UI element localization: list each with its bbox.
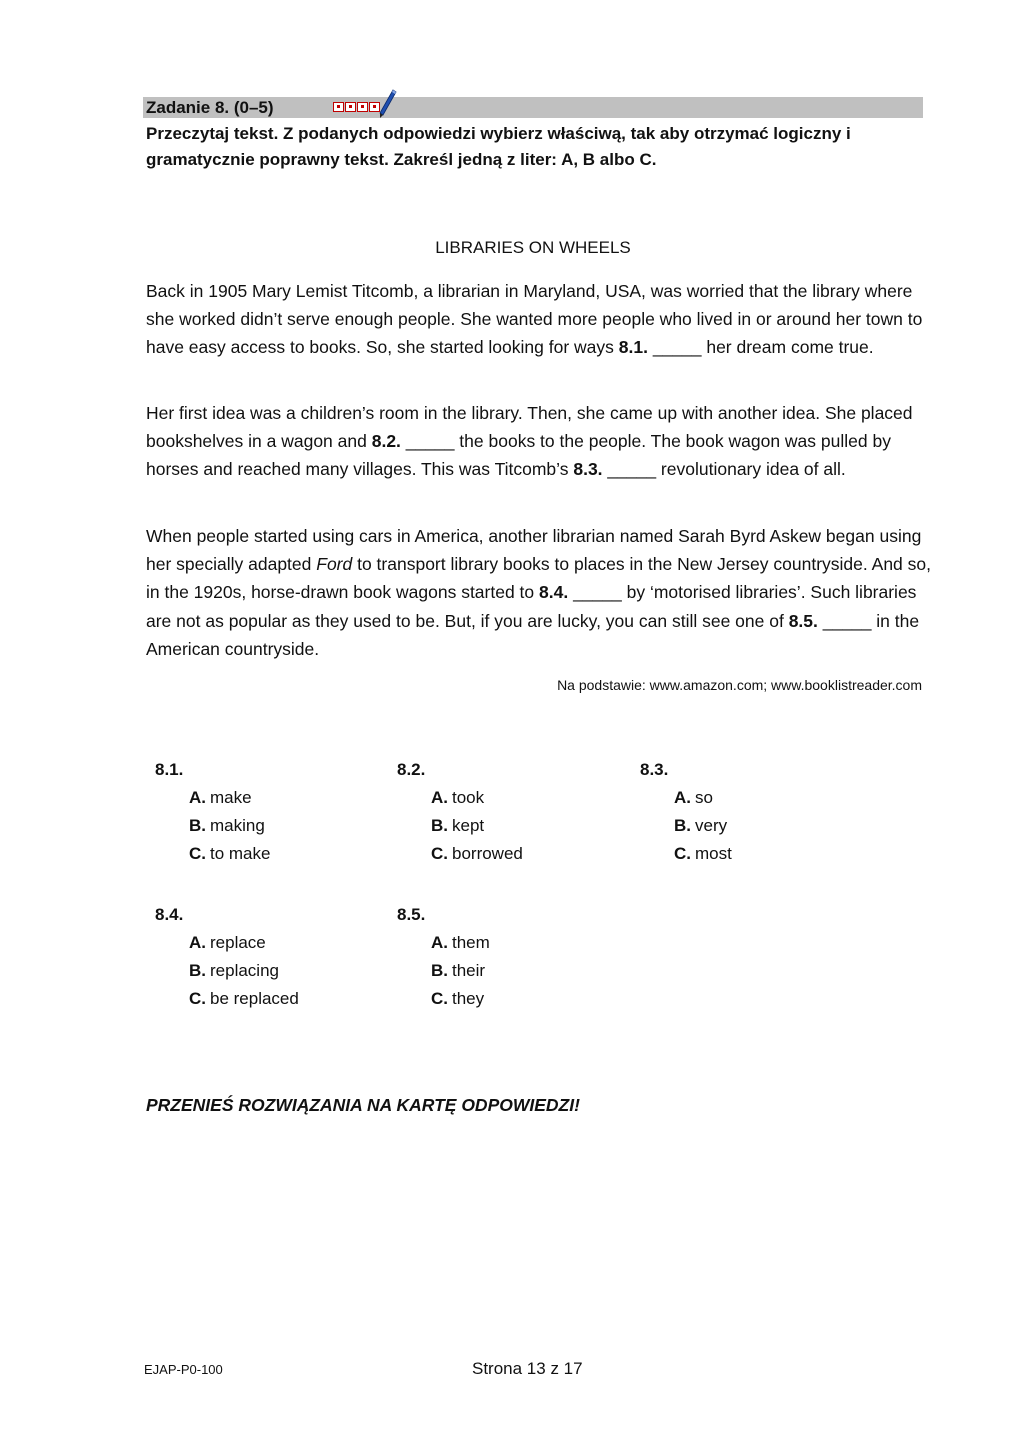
page-number: Strona 13 z 17 bbox=[472, 1359, 583, 1378]
question-8-4 bbox=[155, 901, 299, 1013]
p1-before: Back in 1905 Mary Lemist Titcomb, a librarian in Maryland, USA, was worried that the library where she worked didn’t serve enough people. She wanted more people who lived in or around her town to have easy access to books. So, she started looking for ways bbox=[146, 281, 923, 358]
score-box bbox=[357, 102, 368, 112]
transfer-answers-note: PRZENIEŚ ROZWIĄZANIA NA KARTĘ ODPOWIEDZI! bbox=[146, 1095, 580, 1115]
gap-8-3: 8.3. bbox=[573, 459, 603, 480]
score-box bbox=[345, 102, 356, 112]
gap-8-1: 8.1. bbox=[618, 337, 648, 358]
paragraph-3 bbox=[146, 522, 936, 663]
question-number: 8.4. bbox=[155, 905, 184, 924]
gap-8-4: 8.4. bbox=[539, 582, 569, 603]
question-8-1 bbox=[155, 756, 270, 868]
option-b[interactable]: B. making bbox=[189, 816, 265, 835]
option-c[interactable]: C. they bbox=[431, 989, 485, 1008]
option-a[interactable]: A. them bbox=[431, 933, 490, 952]
question-8-3 bbox=[640, 756, 732, 868]
question-number: 8.5. bbox=[397, 905, 426, 924]
option-c[interactable]: C. to make bbox=[189, 844, 271, 863]
p2-middle: _____ the books to the people. The book wagon was pulled by horses and reached many villages. This was Titcomb’s bbox=[146, 431, 891, 480]
option-a[interactable]: A. took bbox=[431, 788, 485, 807]
exam-code: EJAP-P0-100 bbox=[144, 1362, 223, 1377]
option-b[interactable]: B. their bbox=[431, 961, 486, 980]
p3-middle-2: _____ by ‘motorised libraries’. Such libraries are not as popular as they used to be. But, if you are lucky, you can still see one of bbox=[146, 582, 917, 631]
gap-8-5: 8.5. bbox=[788, 610, 818, 631]
gap-8-2: 8.2. bbox=[371, 431, 401, 452]
question-8-2 bbox=[397, 756, 523, 868]
score-boxes bbox=[333, 102, 381, 112]
p3-middle-1: to transport library books to places in the New Jersey countryside. And so, in the 1920s, horse-drawn book wagons started to bbox=[146, 554, 931, 603]
option-a[interactable]: A. replace bbox=[189, 933, 266, 952]
paragraph-2 bbox=[146, 399, 936, 484]
p1-after: _____ her dream come true. bbox=[647, 337, 874, 358]
p2-before: Her first idea was a children’s room in the library. Then, she came up with another idea. She placed bookshelves in a wagon and bbox=[146, 403, 913, 452]
task-title: Zadanie 8. (0–5) bbox=[146, 98, 274, 117]
option-c[interactable]: C. most bbox=[674, 844, 732, 863]
option-b[interactable]: B. replacing bbox=[189, 961, 279, 980]
text-title: LIBRARIES ON WHEELS bbox=[435, 238, 631, 257]
option-b[interactable]: B. very bbox=[674, 816, 728, 835]
task-header bbox=[143, 97, 923, 118]
option-a[interactable]: A. make bbox=[189, 788, 252, 807]
question-number: 8.1. bbox=[155, 760, 184, 779]
p3-before: When people started using cars in America, another librarian named Sarah Byrd Askew began using her specially adapted bbox=[146, 526, 922, 575]
paragraph-1 bbox=[146, 277, 936, 362]
option-a[interactable]: A. so bbox=[674, 788, 713, 807]
option-c[interactable]: C. borrowed bbox=[431, 844, 523, 863]
score-box bbox=[333, 102, 344, 112]
option-b[interactable]: B. kept bbox=[431, 816, 485, 835]
source-note: Na podstawie: www.amazon.com; www.booklistreader.com bbox=[557, 677, 922, 693]
option-c[interactable]: C. be replaced bbox=[189, 989, 299, 1008]
pen-icon bbox=[377, 89, 397, 119]
question-number: 8.3. bbox=[640, 760, 669, 779]
p3-after: _____ in the American countryside. bbox=[146, 610, 920, 659]
p2-after: _____ revolutionary idea of all. bbox=[602, 459, 846, 480]
task-instruction: Przeczytaj tekst. Z podanych odpowiedzi wybierz właściwą, tak aby otrzymać logiczny i gramatycznie poprawny tekst. Zakreśl jedną z liter: A, B albo C. bbox=[146, 124, 851, 169]
question-8-5 bbox=[397, 901, 490, 1013]
question-number: 8.2. bbox=[397, 760, 426, 779]
p3-italic: Ford bbox=[316, 554, 353, 575]
